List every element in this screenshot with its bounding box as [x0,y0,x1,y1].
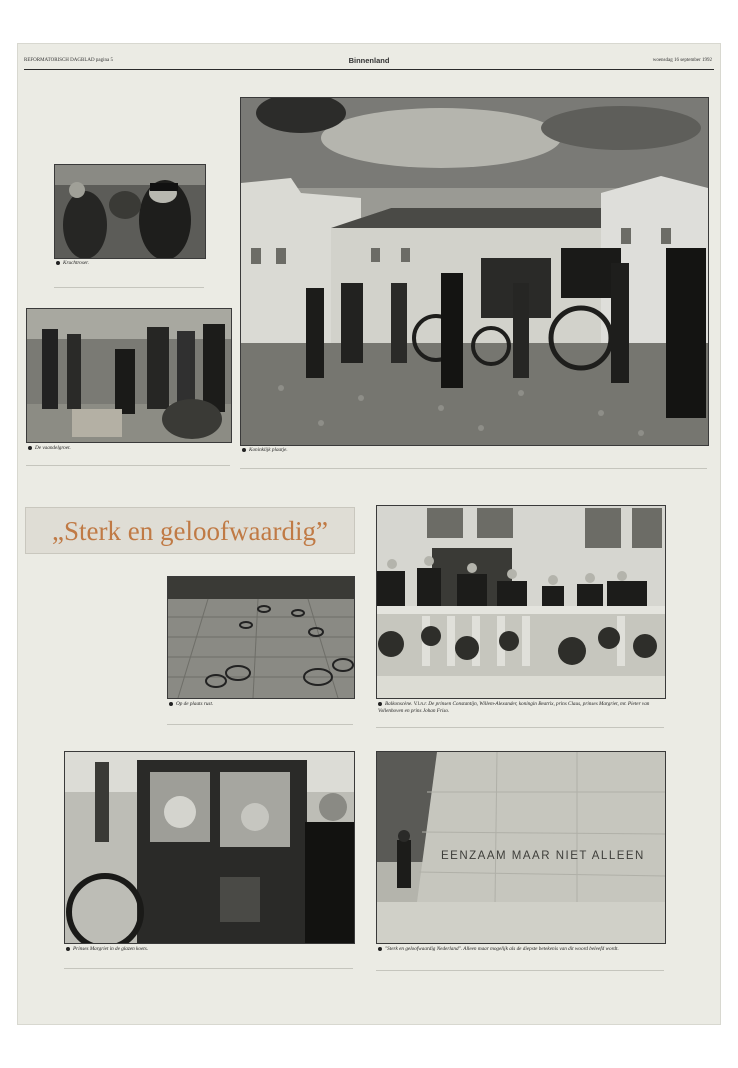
separator [376,727,664,728]
headline-box [25,507,355,554]
separator [167,724,353,725]
bullet-icon [66,947,70,951]
bullet-icon [56,261,60,265]
caption-koninklijk-plaatje: Koninklijk plaatje. [242,447,288,454]
bullet-icon [169,702,173,706]
paper-name: REFORMATORISCH DAGBLAD pagina 5 [24,58,113,63]
bullet-icon [378,947,382,951]
caption-sterk-en-geloofwaardig: "Sterk en geloofwaardig Nederland". Alleen maar mogelijk als de diepste betekenis van dit woord beleefd wordt. [378,946,666,953]
photo-op-de-plaats-rust [167,576,355,699]
header-rule [24,69,714,70]
photo-balkonscene [376,505,666,699]
caption-vaandelgroet: De vaandelgroet. [28,445,71,452]
section-title: Binnenland [348,56,390,65]
separator [376,970,664,971]
caption-balkonscene: Balkonscène. V.l.n.r. De prinsen Constantijn, Willem-Alexander, koningin Beatrix, prins Claus, prinses Margriet, mr. Pieter van Vollenhoven en prins Johan Friso. [378,701,650,714]
photo-kruchtroser [54,164,206,259]
separator [240,468,707,469]
photo-vaandelgroet [26,308,232,443]
separator [26,465,230,466]
issue-date: woensdag 16 september 1992 [652,58,712,63]
bullet-icon [242,448,246,452]
caption-kruchtroser: Kruchtroser. [56,260,89,267]
separator [64,968,353,969]
caption-glazen-koets: Prinses Margriet in de glazen koets. [66,946,148,953]
photo-monument [376,751,666,944]
photo-koninklijk-plaatje [240,97,709,446]
headline: „Sterk en geloofwaardig” [52,516,328,546]
caption-op-de-plaats-rust: Op de plaats rust. [169,701,213,708]
wall-inscription: EENZAAM MAAR NIET ALLEEN [441,850,645,862]
separator [54,287,204,288]
bullet-icon [378,702,382,706]
photo-glazen-koets [64,751,355,944]
bullet-icon [28,446,32,450]
